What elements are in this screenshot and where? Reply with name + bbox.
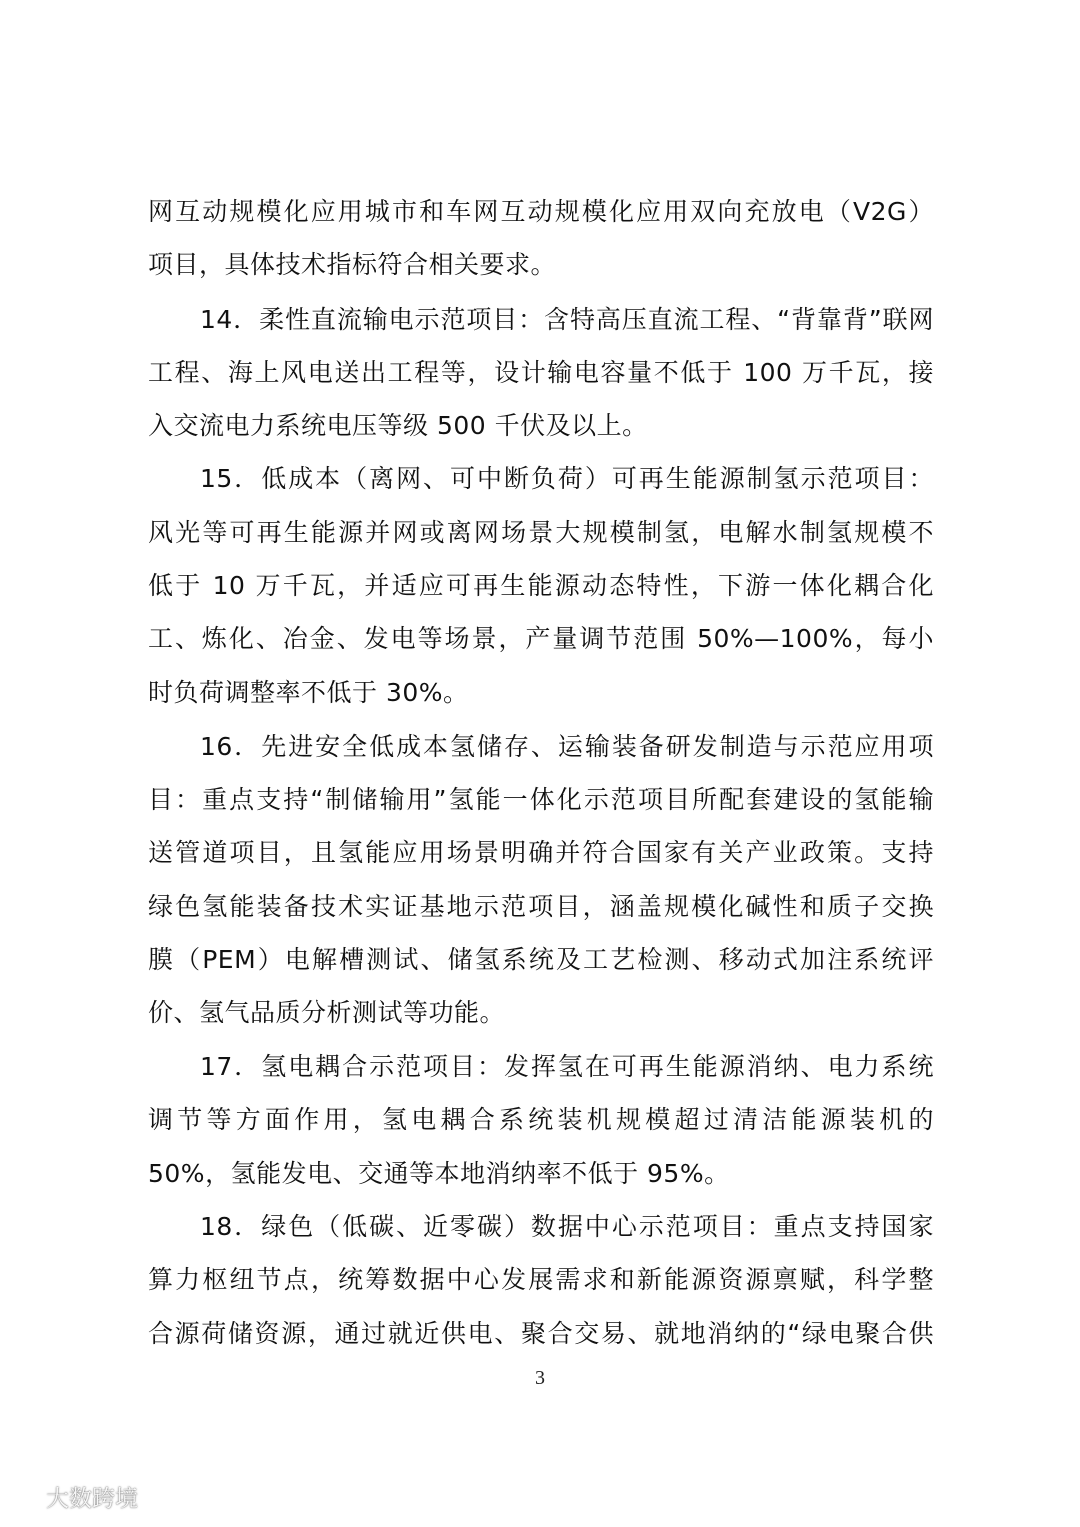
text-line: 膜（PEM）电解槽测试、储氢系统及工艺检测、移动式加注系统评 bbox=[148, 945, 934, 974]
text-line: 算力枢纽节点，统筹数据中心发展需求和新能源资源禀赋，科学整 bbox=[148, 1265, 934, 1294]
text-line: 时负荷调整率不低于 30%。 bbox=[148, 678, 469, 707]
paragraph-14-line: 14．柔性直流输电示范项目：含特高压直流工程、“背靠背”联网 bbox=[200, 305, 934, 334]
text-line: 工程、海上风电送出工程等，设计输电容量不低于 100 万千瓦，接 bbox=[148, 358, 934, 387]
text-line: 合源荷储资源，通过就近供电、聚合交易、就地消纳的“绿电聚合供 bbox=[148, 1319, 934, 1348]
text-line: 网互动规模化应用城市和车网互动规模化应用双向充放电（V2G） bbox=[148, 197, 934, 226]
text-line: 入交流电力系统电压等级 500 千伏及以上。 bbox=[148, 411, 648, 440]
text-line: 工、炼化、冶金、发电等场景，产量调节范围 50%—100%，每小 bbox=[148, 624, 934, 653]
watermark-text: 大数跨境 bbox=[46, 1486, 138, 1512]
text-line: 绿色氢能装备技术实证基地示范项目，涵盖规模化碱性和质子交换 bbox=[148, 892, 934, 921]
paragraph-15-line: 15．低成本（离网、可中断负荷）可再生能源制氢示范项目： bbox=[200, 464, 934, 493]
paragraph-16-line: 16．先进安全低成本氢储存、运输装备研发制造与示范应用项 bbox=[200, 732, 934, 761]
text-line: 送管道项目，且氢能应用场景明确并符合国家有关产业政策。支持 bbox=[148, 838, 934, 867]
text-line: 目：重点支持“制储输用”氢能一体化示范项目所配套建设的氢能输 bbox=[148, 785, 934, 814]
paragraph-18-line: 18．绿色（低碳、近零碳）数据中心示范项目：重点支持国家 bbox=[200, 1212, 934, 1241]
text-line: 调节等方面作用，氢电耦合系统装机规模超过清洁能源装机的 bbox=[148, 1105, 934, 1134]
text-line: 风光等可再生能源并网或离网场景大规模制氢，电解水制氢规模不 bbox=[148, 518, 934, 547]
logo-icon bbox=[8, 1486, 40, 1512]
text-line: 项目，具体技术指标符合相关要求。 bbox=[148, 250, 557, 279]
text-line: 价、氢气品质分析测试等功能。 bbox=[148, 998, 506, 1027]
watermark bbox=[8, 1482, 138, 1516]
page-number: 3 bbox=[535, 1367, 545, 1389]
paragraph-17-line: 17．氢电耦合示范项目：发挥氢在可再生能源消纳、电力系统 bbox=[200, 1052, 934, 1081]
text-line: 50%，氢能发电、交通等本地消纳率不低于 95%。 bbox=[148, 1159, 730, 1188]
text-line: 低于 10 万千瓦，并适应可再生能源动态特性，下游一体化耦合化 bbox=[148, 571, 934, 600]
